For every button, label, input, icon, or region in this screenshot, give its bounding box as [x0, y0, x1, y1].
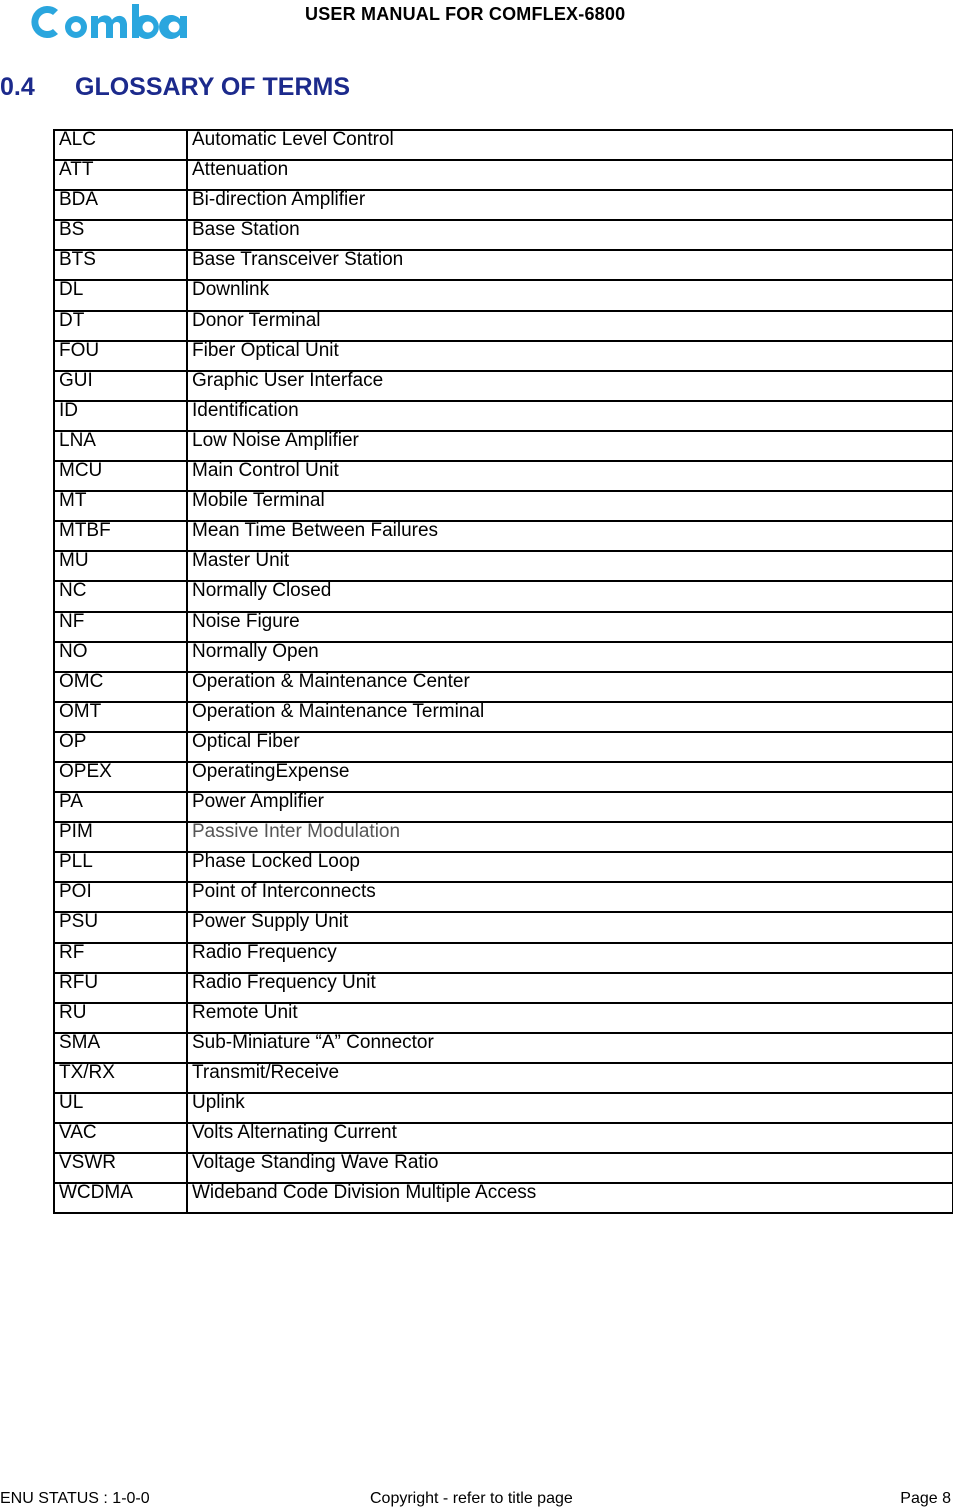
- glossary-definition: Mobile Terminal: [187, 491, 953, 521]
- table-row: [54, 1153, 953, 1183]
- table-row: [54, 521, 953, 551]
- glossary-term: MTBF: [54, 521, 187, 551]
- glossary-definition: Normally Closed: [187, 581, 953, 611]
- glossary-term: NO: [54, 642, 187, 672]
- glossary-term: MU: [54, 551, 187, 581]
- glossary-term: VAC: [54, 1123, 187, 1153]
- glossary-term: BTS: [54, 250, 187, 280]
- table-row: [54, 732, 953, 762]
- glossary-term: ID: [54, 401, 187, 431]
- glossary-definition: Main Control Unit: [187, 461, 953, 491]
- glossary-term: PIM: [54, 822, 187, 852]
- glossary-definition: Transmit/Receive: [187, 1063, 953, 1093]
- glossary-definition: Fiber Optical Unit: [187, 341, 953, 371]
- table-row: [54, 491, 953, 521]
- glossary-definition: Downlink: [187, 280, 953, 310]
- logo-text: Comba: [24, 2, 28, 3]
- table-row: [54, 973, 953, 1003]
- glossary-term: PA: [54, 792, 187, 822]
- glossary-term: MCU: [54, 461, 187, 491]
- glossary-term: DT: [54, 311, 187, 341]
- table-row: [54, 1183, 953, 1213]
- table-row: [54, 943, 953, 973]
- table-row: [54, 160, 953, 190]
- glossary-term: GUI: [54, 371, 187, 401]
- glossary-definition: Passive Inter Modulation: [187, 822, 953, 852]
- table-row: [54, 672, 953, 702]
- glossary-definition: Uplink: [187, 1093, 953, 1123]
- glossary-definition: Optical Fiber: [187, 732, 953, 762]
- glossary-definition: Radio Frequency: [187, 943, 953, 973]
- footer-copyright: Copyright - refer to title page: [370, 1490, 573, 1507]
- glossary-term: RF: [54, 943, 187, 973]
- table-row: [54, 190, 953, 220]
- table-row: [54, 1093, 953, 1123]
- glossary-definition: Automatic Level Control: [187, 130, 953, 160]
- glossary-definition: Phase Locked Loop: [187, 852, 953, 882]
- table-row: [54, 371, 953, 401]
- table-row: [54, 1063, 953, 1093]
- glossary-term: OP: [54, 732, 187, 762]
- glossary-definition: Operation & Maintenance Center: [187, 672, 953, 702]
- glossary-term: ATT: [54, 160, 187, 190]
- glossary-definition: Bi-direction Amplifier: [187, 190, 953, 220]
- table-row: [54, 250, 953, 280]
- glossary-term: FOU: [54, 341, 187, 371]
- glossary-definition: Normally Open: [187, 642, 953, 672]
- glossary-definition: Attenuation: [187, 160, 953, 190]
- table-row: [54, 1003, 953, 1033]
- glossary-definition: Voltage Standing Wave Ratio: [187, 1153, 953, 1183]
- table-row: [54, 431, 953, 461]
- footer-status: ENU STATUS : 1-0-0: [0, 1490, 150, 1507]
- table-row: [54, 912, 953, 942]
- glossary-definition: OperatingExpense: [187, 762, 953, 792]
- glossary-term: RFU: [54, 973, 187, 1003]
- glossary-definition: Base Station: [187, 220, 953, 250]
- glossary-definition: Mean Time Between Failures: [187, 521, 953, 551]
- glossary-term: TX/RX: [54, 1063, 187, 1093]
- glossary-term: BS: [54, 220, 187, 250]
- glossary-term: MT: [54, 491, 187, 521]
- glossary-table: [53, 129, 953, 1214]
- table-row: [54, 280, 953, 310]
- glossary-definition: Sub-Miniature “A” Connector: [187, 1033, 953, 1063]
- table-row: [54, 581, 953, 611]
- table-row: [54, 762, 953, 792]
- glossary-term: OMC: [54, 672, 187, 702]
- glossary-definition: Power Amplifier: [187, 792, 953, 822]
- section-title: GLOSSARY OF TERMS: [75, 73, 351, 101]
- glossary-definition: Identification: [187, 401, 953, 431]
- glossary-definition: Volts Alternating Current: [187, 1123, 953, 1153]
- table-row: [54, 401, 953, 431]
- table-row: [54, 792, 953, 822]
- table-row: [54, 612, 953, 642]
- glossary-definition: Noise Figure: [187, 612, 953, 642]
- glossary-definition: Radio Frequency Unit: [187, 973, 953, 1003]
- table-row: [54, 1033, 953, 1063]
- table-row: [54, 882, 953, 912]
- footer-page-number: Page 8: [900, 1490, 951, 1507]
- table-row: [54, 341, 953, 371]
- table-row: [54, 642, 953, 672]
- glossary-term: PLL: [54, 852, 187, 882]
- table-row: [54, 311, 953, 341]
- glossary-term: PSU: [54, 912, 187, 942]
- glossary-term: OPEX: [54, 762, 187, 792]
- glossary-definition: Base Transceiver Station: [187, 250, 953, 280]
- document-header-title: USER MANUAL FOR COMFLEX-6800: [305, 4, 626, 24]
- table-row: [54, 461, 953, 491]
- glossary-definition: Wideband Code Division Multiple Access: [187, 1183, 953, 1213]
- glossary-definition: Point of Interconnects: [187, 882, 953, 912]
- glossary-term: OMT: [54, 702, 187, 732]
- table-row: [54, 852, 953, 882]
- table-row: [54, 702, 953, 732]
- glossary-term: POI: [54, 882, 187, 912]
- section-heading: [0, 73, 350, 102]
- glossary-term: BDA: [54, 190, 187, 220]
- glossary-definition: Master Unit: [187, 551, 953, 581]
- glossary-term: RU: [54, 1003, 187, 1033]
- table-row: [54, 1123, 953, 1153]
- glossary-term: SMA: [54, 1033, 187, 1063]
- glossary-term: VSWR: [54, 1153, 187, 1183]
- glossary-term: UL: [54, 1093, 187, 1123]
- glossary-term: WCDMA: [54, 1183, 187, 1213]
- glossary-definition: Low Noise Amplifier: [187, 431, 953, 461]
- table-row: [54, 130, 953, 160]
- glossary-definition: Power Supply Unit: [187, 912, 953, 942]
- glossary-definition: Operation & Maintenance Terminal: [187, 702, 953, 732]
- glossary-term: DL: [54, 280, 187, 310]
- glossary-definition: Graphic User Interface: [187, 371, 953, 401]
- glossary-term: NC: [54, 581, 187, 611]
- glossary-term: ALC: [54, 130, 187, 160]
- section-number: 0.4: [0, 73, 35, 101]
- glossary-definition: Donor Terminal: [187, 311, 953, 341]
- glossary-definition: Remote Unit: [187, 1003, 953, 1033]
- comba-logo: [24, 2, 209, 42]
- table-row: [54, 551, 953, 581]
- table-row: [54, 220, 953, 250]
- table-row: [54, 822, 953, 852]
- glossary-term: LNA: [54, 431, 187, 461]
- glossary-term: NF: [54, 612, 187, 642]
